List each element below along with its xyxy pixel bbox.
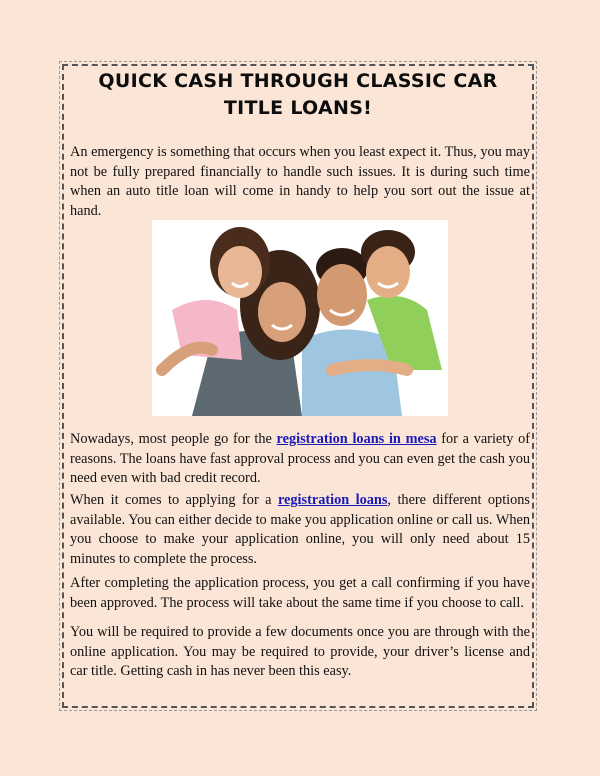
paragraph-approval: After completing the application process, you get a call confirming if you have been approved. The process will take about the same time if you choose to call.	[70, 575, 530, 611]
registration-loans-link[interactable]: registration loans	[277, 492, 388, 508]
registration-loans-in-mesa-link[interactable]: registration loans in mesa	[276, 431, 437, 447]
paragraph-text: , there different options available. You can either decide to make you application online or call us. When you choose to make your application online, you will only need about 15 minutes to complete the process.	[70, 492, 530, 567]
paragraph-documents: You will be required to provide a few documents once you are through with the online application. You may be required to provide, your driver’s license and car title. Getting cash in has never been this easy.	[70, 624, 530, 679]
paragraph-text: Nowadays, most people go for the	[70, 431, 277, 447]
family-photo	[152, 220, 448, 416]
paragraph-intro: An emergency is something that occurs when you least expect it. Thus, you may not be fully prepared financially to handle such issues. It is during such time when an auto title loan will come in handy to help you sort out the issue at hand.	[70, 144, 530, 219]
page-title: QUICK CASH THROUGH CLASSIC CAR TITLE LOANS!	[98, 70, 498, 119]
paragraph-text: for a variety of reasons. The loans have fast approval process and you can even get the cash you need even with bad credit record.	[70, 431, 531, 486]
paragraph-applying	[70, 491, 530, 569]
paragraph-text: When it comes to applying for a	[70, 492, 278, 508]
paragraph-registration-loans-mesa	[70, 430, 530, 489]
